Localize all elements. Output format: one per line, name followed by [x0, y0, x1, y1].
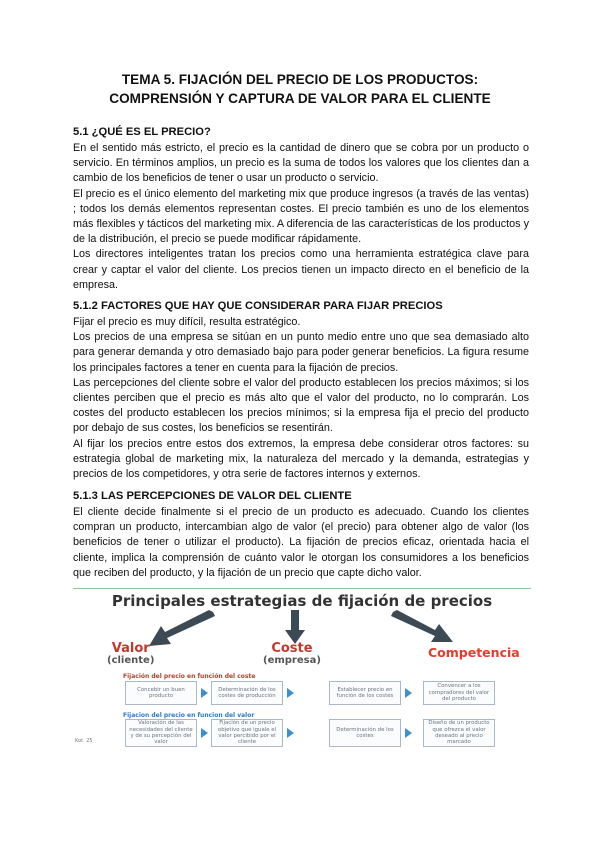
paragraph: Fijar el precio es muy difícil, resulta estratégico. — [73, 316, 301, 328]
chevron-right-icon — [287, 688, 294, 698]
coste-text: Coste — [271, 641, 313, 656]
flow-box: Convencer a los compradores del valor del producto — [423, 681, 495, 705]
valor-label — [107, 642, 154, 666]
paragraph: Al fijar los precios entre estos dos extremos, la empresa debe considerar otros factores: su estrategia global de marketing mix, la naturaleza del mercado y la demanda, estrategias y precios de los competidores, y otra serie de factores internos y externos. — [73, 437, 529, 481]
valor-subtext: (cliente) — [107, 655, 155, 666]
flow-box: Fijación de un precio objetivo que iguale el valor percibido por el cliente — [211, 719, 283, 747]
figure-top-rule — [73, 588, 531, 589]
section-que-es-el-precio — [73, 125, 529, 293]
arrow-down-right-icon — [391, 610, 455, 646]
document-title: TEMA 5. FIJACIÓN DEL PRECIO DE LOS PRODUCTOS: COMPRENSIÓN Y CAPTURA DE VALOR PARA EL CLIENTE — [109, 72, 491, 106]
value-row-label: Fijacion del precio en funcion del valor — [123, 712, 255, 719]
pricing-strategies-figure — [73, 588, 531, 760]
paragraph: Los precios de una empresa se sitúan en un punto medio entre uno que sea demasiado alto para generar demanda y otro demasiado bajo para poder generar beneficios. La figura resume los principales factores a tener en cuenta para la fijación de precios. — [73, 331, 529, 374]
chevron-right-icon — [287, 728, 294, 738]
arrow-down-icon — [285, 610, 305, 644]
paragraph: El precio es el único elemento del marketing mix que produce ingresos (a través de las ventas) ; todos los demás elementos representan costes. El precio también es uno de los elementos más flexibles y tácticos del marketing mix. A diferencia de las características de los productos y de la distribución, el precio se puede modificar rápidamente. — [73, 187, 529, 246]
chevron-right-icon — [201, 688, 208, 698]
flow-box: Concebir un buen producto — [125, 681, 197, 705]
valor-text: Valor — [111, 641, 150, 656]
chevron-right-icon — [405, 728, 412, 738]
flow-box: Determinación de los costes — [329, 719, 401, 747]
coste-subtext: (empresa) — [263, 655, 321, 666]
section-percepciones-valor — [73, 489, 529, 581]
paragraph: En el sentido más estricto, el precio es la cantidad de dinero que se cobra por un producto o servicio. En términos amplios, un precio es la suma de todos los valores que los clientes dan a cambio de los beneficios de tener o usar un producto o servicio. — [73, 142, 529, 185]
flow-box: Establecer precio en función de los costes — [329, 681, 401, 705]
paragraph: Los directores inteligentes tratan los precios como una herramienta estratégica clave para crear y captar el valor del cliente. Los precios tienen un impacto directo en el beneficio de la empresa. — [73, 248, 529, 291]
chevron-right-icon — [201, 728, 208, 738]
arrow-down-left-icon — [147, 610, 217, 650]
competencia-label — [428, 646, 520, 659]
flow-box: Determinación de los costes de producción — [211, 681, 283, 705]
flow-box: Valoración de las necesidades del cliente y de su percepción del valor — [125, 719, 197, 747]
coste-label — [263, 642, 321, 666]
flow-box: Diseño de un producto que ofrezca el valor deseado al precio marcado — [423, 719, 495, 747]
figure-corner-mark: Kot. 25 — [75, 738, 93, 744]
figure-title: Principales estrategias de fijación de precios — [111, 592, 493, 610]
section-factores-fijar-precios — [73, 299, 529, 482]
paragraph: El cliente decide finalmente si el precio de un producto es adecuado. Cuando los clientes compran un producto, intercambian algo de valor (el precio) para obtener algo de valor (los beneficios de tener o utilizar el producto). La fijación de precios eficaz, orientada hacia el cliente, implica la comprensión de cuánto valor le otorgan los consumidores a los beneficios que reciben del producto, y la fijación de un precio que capte dicho valor. — [73, 506, 529, 579]
competencia-text: Competencia — [428, 645, 520, 660]
chevron-right-icon — [405, 688, 412, 698]
cost-row-label: Fijación del precio en función del coste — [123, 673, 256, 680]
section-heading: 5.1 ¿QUÉ ES EL PRECIO? — [73, 126, 211, 138]
section-heading: 5.1.3 LAS PERCEPCIONES DE VALOR DEL CLIENTE — [73, 490, 352, 502]
paragraph: Las percepciones del cliente sobre el valor del producto establecen los precios máximos; si los clientes perciben que el precio es más alto que el valor del producto, no lo comprarán. Los costes del producto establecen los precios mínimos; si la empresa fija el precio del producto por debajo de sus costes, los beneficios se resentirán. — [73, 376, 529, 435]
section-heading: 5.1.2 FACTORES QUE HAY QUE CONSIDERAR PARA FIJAR PRECIOS — [73, 300, 443, 312]
